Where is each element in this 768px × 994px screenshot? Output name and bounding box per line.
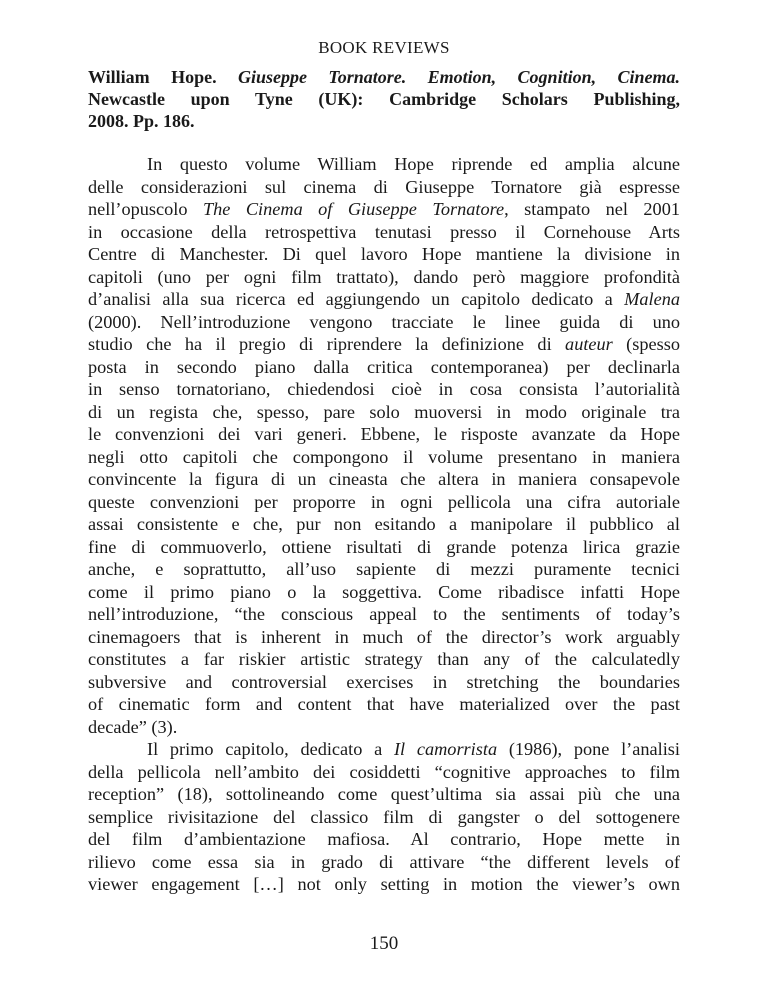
body-line <box>88 581 680 604</box>
text-run: William Hope. <box>88 67 238 87</box>
body-line <box>88 333 680 356</box>
text-run: (1986), pone l’analisi <box>497 739 680 759</box>
body-line <box>88 243 680 266</box>
body-line <box>88 828 680 851</box>
text-run: , stampato nel 2001 <box>504 199 680 219</box>
text-run: 2008. Pp. 186. <box>88 111 195 131</box>
text-run: posta in secondo piano dalla critica contemporanea) per declinarla <box>88 356 680 377</box>
text-run: le convenzioni dei vari generi. Ebbene, le risposte avanzate da Hope <box>88 424 680 444</box>
body-line <box>88 311 680 334</box>
italic-text: The Cinema of Giuseppe Tornatore <box>202 199 505 219</box>
body-line <box>88 153 680 176</box>
text-run: semplice rivisitazione del classico film di gangster o del sottogenere <box>88 806 680 827</box>
body-line <box>88 536 680 559</box>
italic-text: Il camorrista <box>393 739 498 759</box>
text-run: delle considerazioni sul cinema di Giuseppe Tornatore già espresse <box>88 176 680 197</box>
text-run: Centre di Manchester. Di quel lavoro Hope mantiene la divisione in <box>88 244 680 264</box>
text-run: Newcastle upon Tyne (UK): Cambridge Scholars Publishing, <box>88 89 680 109</box>
body-line <box>88 693 680 716</box>
page-number: 150 <box>369 933 399 954</box>
text-run: In questo volume William Hope riprende ed amplia alcune <box>147 154 680 174</box>
italic-text: auteur <box>565 334 613 354</box>
text-run: studio che ha il pregio di riprendere la definizione di <box>88 334 566 354</box>
text-run: d’analisi alla sua ricerca ed aggiungendo un capitolo dedicato a <box>88 289 625 309</box>
text-run: della pellicola nell’ambito dei cosiddetti “cognitive approaches to film <box>88 761 680 782</box>
body-line <box>88 266 680 289</box>
text-run: in occasione della retrospettiva tenutasi presso il Cornehouse Arts <box>88 221 680 242</box>
body-line <box>88 851 680 874</box>
body-line <box>88 761 680 784</box>
body-line <box>88 513 680 536</box>
review-citation <box>88 66 680 132</box>
body-line <box>88 468 680 491</box>
citation-line <box>88 66 680 88</box>
text-run: convincente la figura di un cineasta che altera in maniera consapevole <box>88 469 680 489</box>
running-head: BOOK REVIEWS <box>318 38 450 57</box>
text-run: subversive and controversial exercises in stretching the boundaries <box>88 671 680 692</box>
body-line <box>88 738 680 761</box>
text-run: decade” (3). <box>88 716 178 737</box>
citation-line <box>88 88 680 110</box>
body-line <box>88 648 680 671</box>
text-run: viewer engagement […] not only setting in motion the viewer’s own <box>88 874 680 894</box>
body-line <box>88 873 680 896</box>
review-body <box>88 153 680 896</box>
body-line <box>88 176 680 199</box>
text-run: di un regista che, spesso, pare solo muoversi in modo originale tra <box>88 401 680 422</box>
body-line <box>88 603 680 626</box>
italic-text: Giuseppe Tornatore. Emotion, Cognition, Cinema. <box>237 67 680 87</box>
text-run: rilievo come essa sia in grado di attivare “the different levels of <box>88 851 680 872</box>
text-run: nell’opuscolo <box>88 199 203 219</box>
text-run: del film d’ambientazione mafiosa. Al contrario, Hope mette in <box>88 829 680 849</box>
text-run: cinemagoers that is inherent in much of the director’s work arguably <box>88 626 680 647</box>
body-line <box>88 423 680 446</box>
text-run: assai consistente e che, pur non esitando a manipolare il pubblico al <box>88 514 680 534</box>
page <box>88 0 680 994</box>
body-line <box>88 288 680 311</box>
body-line <box>88 558 680 581</box>
body-line <box>88 198 680 221</box>
body-line <box>88 783 680 806</box>
text-run: queste convenzioni per proporre in ogni pellicola una cifra autoriale <box>88 491 680 512</box>
body-line <box>88 491 680 514</box>
text-run: of cinematic form and content that have materialized over the past <box>88 694 680 714</box>
text-run: Il primo capitolo, dedicato a <box>147 739 394 759</box>
body-line <box>88 806 680 829</box>
body-line <box>88 356 680 379</box>
text-run: come il primo piano o la soggettiva. Come ribadisce infatti Hope <box>88 581 680 602</box>
body-line <box>88 716 680 739</box>
body-line <box>88 221 680 244</box>
text-run: fine di commuoverlo, ottiene risultati di grande potenza lirica grazie <box>88 536 680 557</box>
body-line <box>88 446 680 469</box>
text-run: (spesso <box>612 334 680 354</box>
body-line <box>88 378 680 401</box>
citation-line <box>88 110 680 132</box>
text-run: reception” (18), sottolineando come quest’ultima sia assai più che una <box>88 784 680 804</box>
text-run: capitoli (uno per ogni film trattato), dando però maggiore profondità <box>88 266 680 287</box>
text-run: anche, e soprattutto, all’uso sapiente di mezzi puramente tecnici <box>88 559 680 579</box>
body-line <box>88 671 680 694</box>
body-line <box>88 401 680 424</box>
text-run: nell’introduzione, “the conscious appeal to the sentiments of today’s <box>88 604 680 624</box>
text-run: constitutes a far riskier artistic strategy than any of the calculatedly <box>88 649 680 669</box>
body-line <box>88 626 680 649</box>
text-run: (2000). Nell’introduzione vengono tracciate le linee guida di uno <box>88 311 680 332</box>
text-run: in senso tornatoriano, chiedendosi cioè in cosa consista l’autorialità <box>88 379 680 399</box>
italic-text: Malena <box>624 289 680 309</box>
text-run: negli otto capitoli che compongono il volume presentano in maniera <box>88 446 680 467</box>
